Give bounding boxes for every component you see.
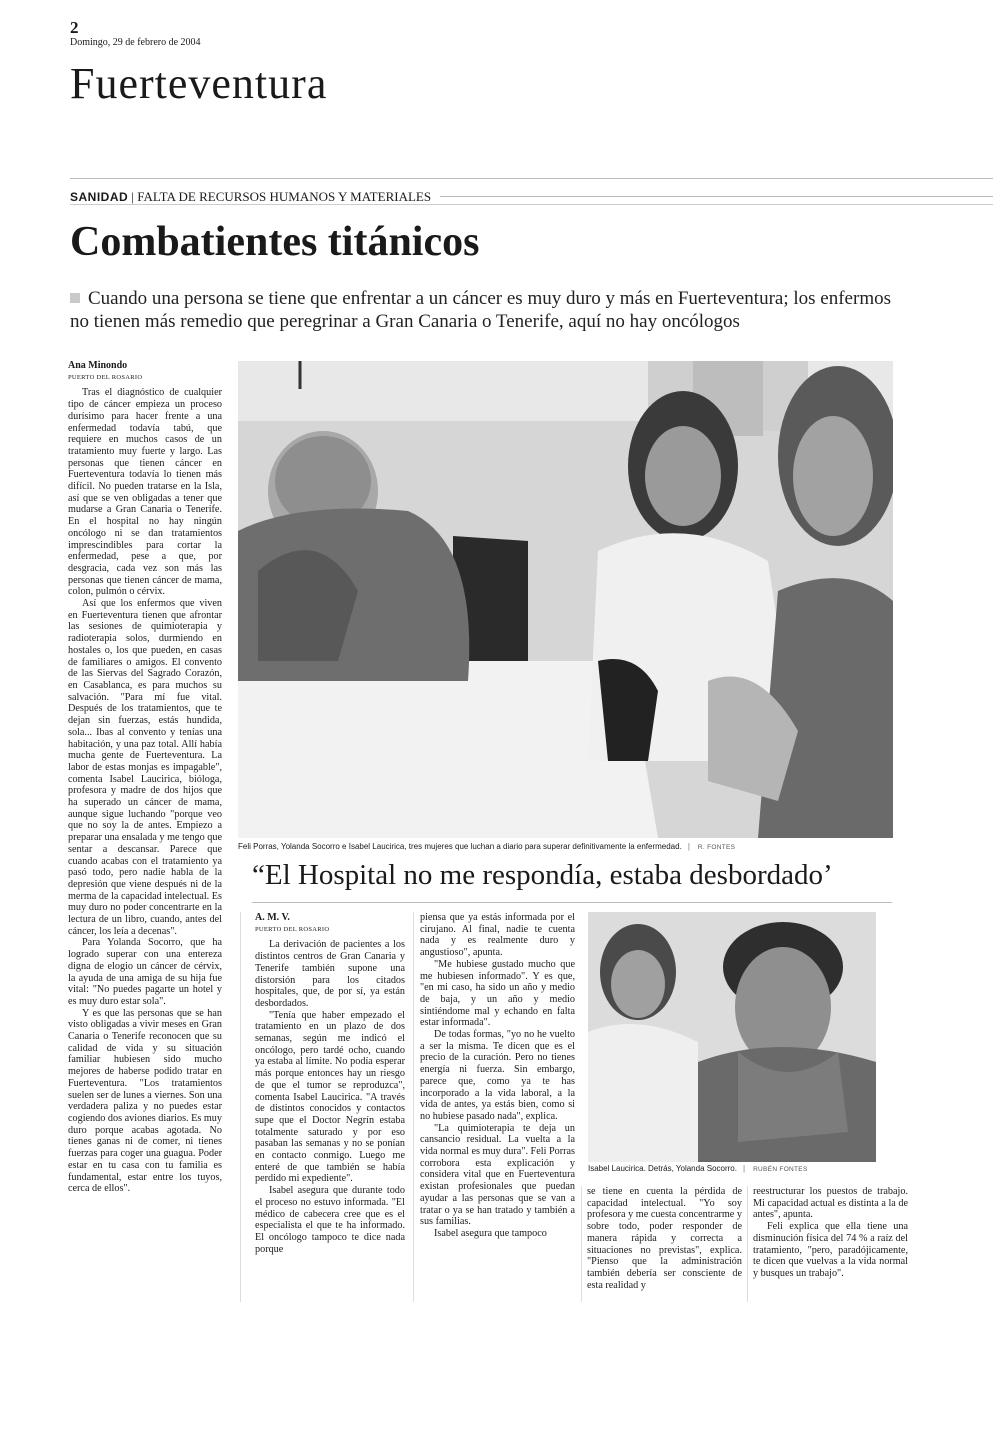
sidebar-headline: “El Hospital no me respondía, estaba desbordado’ (252, 859, 833, 891)
article-headline: Combatientes titánicos (70, 219, 480, 265)
sidebar-paragraph: Isabel asegura que durante todo el proceso no estuvo informada. "El médico de cabecera cree que es el especialista el que te ha informado. El oncólogo tampoco te dice nada porque (255, 1185, 405, 1255)
side-photo-caption-text: Isabel Laucirica. Detrás, Yolanda Socorro. (588, 1164, 737, 1173)
sidebar-paragraph: piensa que ya estás informada por el cirujano. Al final, nadie te cuenta nada y es realmente duro y angustioso", apunta. (420, 912, 575, 959)
article-column-1 (68, 360, 222, 1195)
sidebar-paragraph: "Me hubiese gustado mucho que me hubiesen informado". Y es que, "en mi caso, ha sido un año y medio de baja, y un año y medio sintiéndome mal y echando en falta estar informada". (420, 958, 575, 1029)
main-photo-caption: Feli Porras, Yolanda Socorro e Isabel Laucirica, tres mujeres que luchan a diario para superar definitivamente la enfermedad. | R. FONTES (238, 842, 736, 851)
article-place: PUERTO DEL ROSARIO (68, 373, 143, 381)
sidebar-paragraph: reestructurar los puestos de trabajo. Mi capacidad actual es distinta a la de antes", apunta. (753, 1186, 908, 1221)
column-rule (240, 912, 241, 1302)
sidebar-column-2 (420, 912, 575, 1240)
issue-date: Domingo, 29 de febrero de 2004 (70, 37, 201, 48)
sidebar-paragraph: Isabel asegura que tampoco (434, 1227, 547, 1239)
sidebar-column-1 (255, 912, 405, 1255)
sidebar-byline: A. M. V. (255, 912, 290, 923)
top-rule (70, 178, 993, 179)
main-photo-image (238, 361, 893, 838)
side-photo (588, 912, 876, 1162)
side-photo-credit: RUBÉN FONTES (753, 1166, 808, 1173)
sidebar-paragraph: "La quimioterapia te deja un cansancio residual. La vuelta a la vida normal es muy dura". Feli Porras corrobora esta explicación y considera vital que en Fuerteventura existan profesionales que puedan ayudar a las personas que se van a tratar o ya se han tratado y también a sus familias. (420, 1122, 575, 1228)
sidebar-column-3 (587, 1186, 742, 1291)
dek-text: Cuando una persona se tiene que enfrentar a un cáncer es muy duro y más en Fuerteventura; los enfermos no tienen más remedio que peregrinar a Gran Canaria o Tenerife, aquí no hay oncólogos (70, 288, 891, 332)
article-paragraph: Y es que las personas que se han visto obligadas a vivir meses en Gran Canaria o Tenerife reconocen que su calidad de vida y su situación familiar hubiesen sido mucho mejores de haberse podido tratar en Fuerteventura. "Los tratamientos suelen ser de lunes a viernes. Son una verdadera paliza y no puedes estar cogiendo dos aviones diarios. Es muy duro porque acabas agotada. No tienes ganas ni de comer, ni tienes fuerzas para coger una guagua. Poder estar en tu casa con tu familia es fundamental, estar entre los tuyos, cerca de ellos". (68, 1007, 222, 1195)
dek-square-icon (70, 293, 80, 303)
kicker-underline (70, 204, 993, 205)
side-photo-image (588, 912, 876, 1162)
column-rule (413, 912, 414, 1302)
kicker-subtitle: FALTA DE RECURSOS HUMANOS Y MATERIALES (137, 189, 432, 204)
kicker-rule (440, 196, 993, 197)
side-photo-caption: Isabel Laucirica. Detrás, Yolanda Socorro. | RUBÉN FONTES (588, 1164, 808, 1173)
kicker: SANIDAD | FALTA DE RECURSOS HUMANOS Y MATERIALES (70, 189, 432, 204)
sidebar-place: PUERTO DEL ROSARIO (255, 925, 330, 933)
kicker-topic: SANIDAD (70, 190, 129, 204)
sidebar-paragraph: De todas formas, "yo no he vuelto a ser la misma. Te dicen que es el precio de la curación. Pero no tienes energía ni fuerza. Sin embargo, parece que, como ya te has incorporado a la vida laboral, a la vida de antes, ya estás bien, como si no hubiese pasado nada", explica. (420, 1029, 575, 1122)
main-photo (238, 361, 893, 838)
sidebar-paragraph: "Tenía que haber empezado el tratamiento en un plazo de dos semanas, según me indicó el oncólogo, pero tardé ocho, cuando ya estaba al límite. No podía esperar más porque entonces hay un riesgo de que el tumor se reproduzca", comenta Isabel Laucirica. "A través de distintos conocidos y contactos supe que el Doctor Negrín estaba totalmente saturado y por eso pasaban las semanas y no se ponían en contacto conmigo. Luego me enteré de que también se había perdido mi expediente". (255, 1009, 405, 1185)
sidebar-column-4 (753, 1186, 908, 1280)
section-title: Fuerteventura (70, 59, 328, 108)
article-paragraph: Tras el diagnóstico de cualquier tipo de cáncer empieza un proceso durísimo para hacer frente a una enfermedad todavía tabú, que requiere en muchos casos de un tratamiento muy fuerte y largo. Las personas que tienen cáncer en Fuerteventura todavía lo tienen más difícil. No pueden tratarse en la Isla, así que se ven obligadas a tener que mudarse a Gran Canaria o Tenerife. En el hospital no hay ningún oncólogo ni se dan tratamientos imprescindibles para cortar la enfermedad, pese a que, por desgracia, cada vez son más las personas que tienen cáncer de mama, colon, pulmón o cérvix. (68, 387, 222, 598)
page-number: 2 (70, 18, 79, 37)
sidebar-paragraph: se tiene en cuenta la pérdida de capacidad intelectual. "Yo soy profesora y me cuesta concentrarme y sobre todo, poder responder de manera rápida y correcta a situaciones no previstas", explica. "Pienso que la administración también debería ser consciente de esta realidad y (587, 1186, 742, 1291)
article-paragraph: Así que los enfermos que viven en Fuerteventura tienen que afrontar las sesiones de quimioterapia y radioterapia solos, durmiendo en hostales o, los que pueden, en casas de familiares o amigos. El convento de las Siervas del Sagrado Corazón, en Casablanca, es para muchos su salvación. "Para mí fue vital. Después de los tratamientos, que te dejan sin fuerzas, estás hundida, sola... Ibas al convento y tenías una habitación, y una paz total. Allí había mucha gente de Fuerteventura. La labor de estas monjas es impagable", comenta Isabel Laucirica, bióloga, profesora y madre de dos hijos que ha superado un cáncer de mama, aunque sigue luchando "porque veo que no soy la de antes. Empiezo a preparar una ensalada y me tengo que sentar a descansar. Parece que cuando acabas con el tratamiento ya pasó todo, pero nadie habla de la depresión que viene después ni de la merma de la capacidad intelectual. Es muy duro no poder concentrarte en la lectura de un libro, cuando, antes del cáncer, los leía a decenas". (68, 598, 222, 937)
article-paragraph: Para Yolanda Socorro, que ha logrado superar con una entereza digna de elogio un cáncer de cérvix, la ayuda de una amiga de su hija fue vital: "No puedes pagarte un hotel y es muy duro estar sola". (68, 937, 222, 1007)
sidebar-paragraph: La derivación de pacientes a los distintos centros de Gran Canaria y Tenerife también supone una distorsión para los citados hospitales, que, de por sí, ya están desbordados. (255, 939, 405, 1009)
column-rule (747, 1186, 748, 1302)
article-dek (70, 287, 900, 333)
sidebar-rule (252, 902, 892, 903)
main-photo-caption-text: Feli Porras, Yolanda Socorro e Isabel Laucirica, tres mujeres que luchan a diario para superar definitivamente la enfermedad. (238, 842, 682, 851)
article-byline: Ana Minondo (68, 360, 128, 371)
main-photo-credit: R. FONTES (697, 844, 736, 851)
sidebar-paragraph: Feli explica que ella tiene una disminución física del 74 % a raíz del tratamiento, "pero, paradójicamente, te dicen que vuelvas a la vida normal y busques un trabajo". (753, 1221, 908, 1279)
column-rule (581, 1186, 582, 1302)
